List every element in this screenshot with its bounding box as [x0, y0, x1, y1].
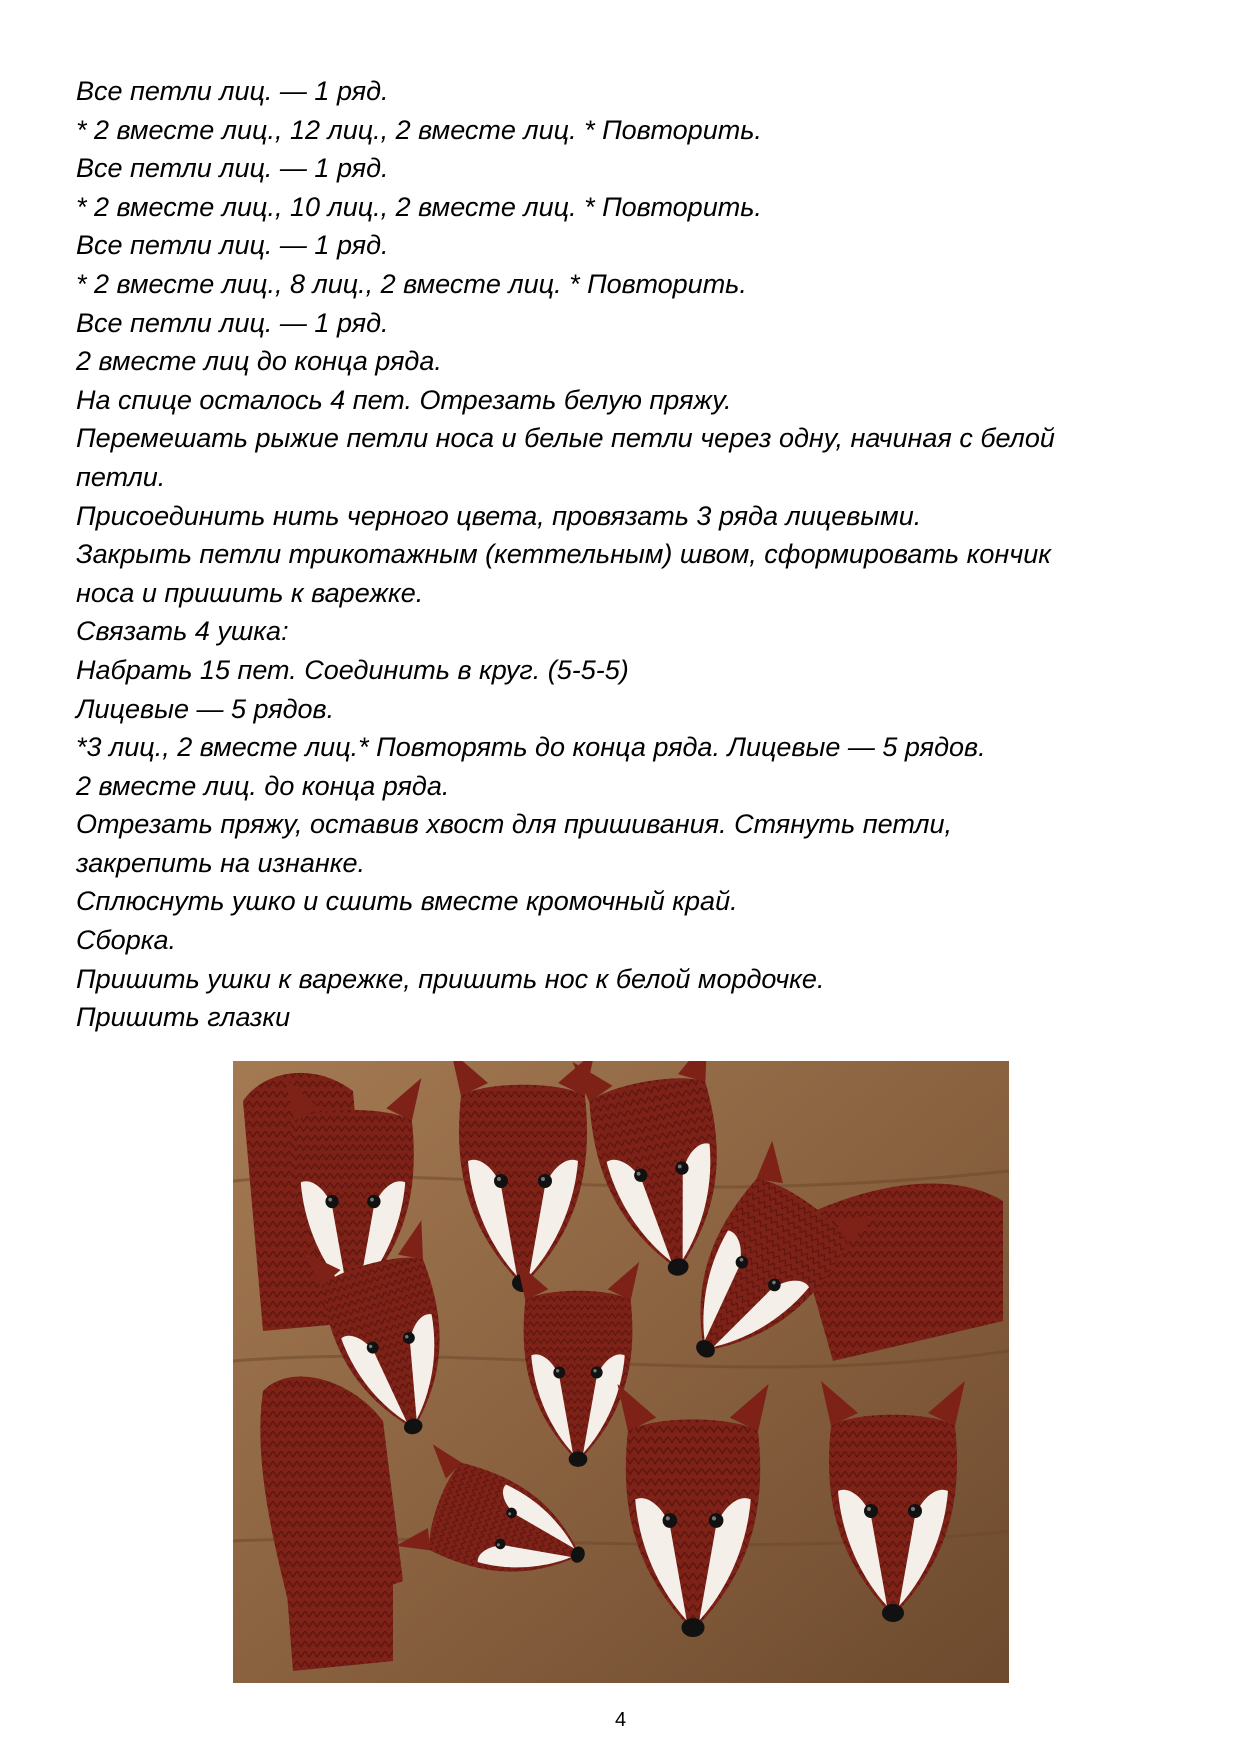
instruction-line: * 2 вместе лиц., 10 лиц., 2 вместе лиц. * Повторить.: [76, 191, 762, 222]
fox-mittens-illustration: [233, 1061, 1009, 1683]
instruction-line: Пришить ушки к варежке, пришить нос к белой мордочке.: [76, 963, 825, 994]
instruction-line: 2 вместе лиц до конца ряда.: [76, 346, 442, 377]
instruction-line: Присоединить нить черного цвета, провязать 3 ряда лицевыми.: [76, 500, 922, 531]
instruction-line: Все петли лиц. — 1 ряд.: [76, 76, 389, 106]
instruction-line: носа и пришить к варежке.: [76, 577, 424, 608]
instruction-line: 2 вместе лиц. до конца ряда.: [76, 770, 450, 801]
fox-mittens-photo: [233, 1061, 1009, 1683]
instruction-line: Сплюснуть ушко и сшить вместе кромочный край.: [76, 886, 738, 917]
instruction-line: * 2 вместе лиц., 12 лиц., 2 вместе лиц. * Повторить.: [76, 114, 762, 145]
instruction-line: Пришить глазки: [76, 1002, 291, 1033]
instructions-text: [76, 72, 1176, 1037]
instruction-line: Связать 4 ушка:: [76, 616, 289, 647]
instruction-line: Закрыть петли трикотажным (кеттельным) швом, сформировать кончик: [76, 539, 1051, 570]
instruction-line: На спице осталось 4 пет. Отрезать белую пряжу.: [76, 384, 732, 415]
instruction-line: закрепить на изнанке.: [76, 847, 366, 878]
instruction-line: Сборка.: [76, 925, 176, 956]
page-number: 4: [614, 1709, 627, 1731]
instruction-line: Перемешать рыжие петли носа и белые петли через одну, начиная с белой: [76, 423, 1055, 454]
instruction-line: Все петли лиц. — 1 ряд.: [76, 307, 389, 338]
instruction-line: Все петли лиц. — 1 ряд.: [76, 230, 389, 261]
instruction-line: * 2 вместе лиц., 8 лиц., 2 вместе лиц. * Повторить.: [76, 268, 747, 299]
instruction-line: Набрать 15 пет. Соединить в круг. (5-5-5): [76, 654, 629, 685]
instruction-line: Все петли лиц. — 1 ряд.: [76, 153, 389, 184]
instruction-line: петли.: [76, 461, 166, 492]
instruction-line: Лицевые — 5 рядов.: [76, 693, 335, 724]
instruction-line: *3 лиц., 2 вместе лиц.* Повторять до конца ряда. Лицевые — 5 рядов.: [76, 732, 986, 763]
instruction-line: Отрезать пряжу, оставив хвост для пришивания. Стянуть петли,: [76, 809, 952, 840]
